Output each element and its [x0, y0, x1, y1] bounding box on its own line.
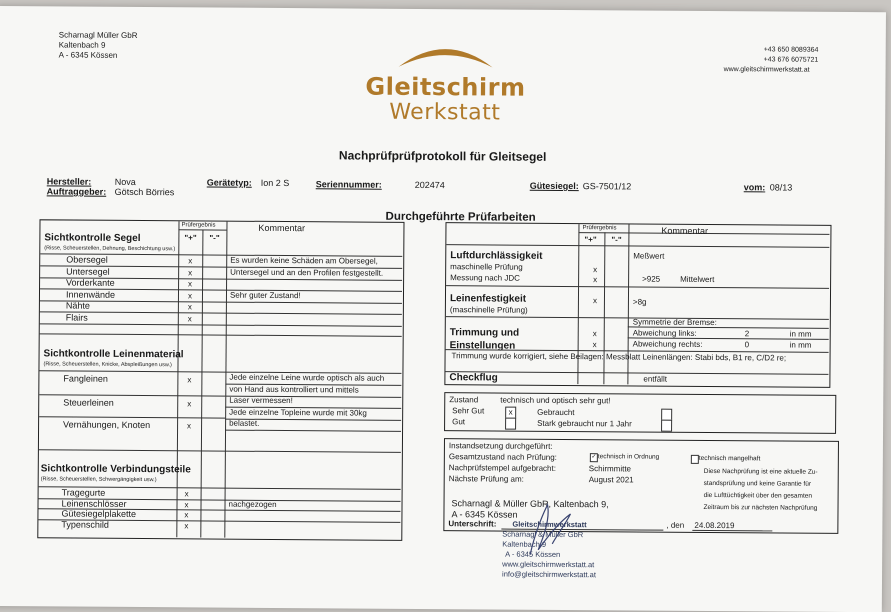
segel-row-label: Nähte: [65, 300, 90, 311]
den-label: , den: [666, 520, 685, 530]
luft-mark-2: x: [593, 275, 598, 285]
segel-row-label: Flairs: [65, 311, 88, 323]
segel-row-comment: Es wurden keine Schäden am Obersegel,: [230, 255, 378, 266]
stempel-value: Schirmmitte: [588, 464, 632, 474]
logo-line-1: Gleitschirm: [365, 72, 526, 102]
stark-gebraucht-label: Stark gebraucht nur 1 Jahr: [537, 418, 632, 429]
abweichung-links-label: Abweichung links:: [632, 328, 697, 338]
trimm-mark-2: x: [592, 340, 597, 350]
symmetrie-label: Symmetrie der Bremse:: [632, 317, 717, 328]
segel-row-mark: x: [188, 267, 193, 277]
trimm-title-1: Trimmung und: [449, 327, 520, 339]
segel-row-label: Vorderkante: [66, 277, 115, 288]
signature-date: 24.08.2019: [694, 520, 735, 531]
guetesiegel-label: Gütesiegel:: [529, 180, 579, 192]
zustand-label: Zustand: [449, 395, 479, 405]
hersteller-value: Nova: [114, 176, 136, 187]
gesamtzustand-label: Gesamtzustand nach Prüfung:: [448, 452, 557, 462]
luft-mark-1: x: [593, 265, 598, 275]
verbindung-row-mark: x: [184, 499, 189, 509]
verbindung-row-mark: x: [184, 520, 189, 530]
mangel-label: technisch mangelhaft: [698, 454, 761, 463]
leinen-comment-line: belastet.: [229, 418, 260, 428]
sehr-gut-checkbox[interactable]: x: [505, 407, 516, 419]
logo-line-2: Werkstatt: [389, 99, 501, 126]
verbindung-row-label: Gütesiegelplakette: [61, 508, 137, 519]
leinen-row-mark: x: [187, 375, 192, 385]
company-name: Scharnagl Müller GbR: [58, 30, 138, 40]
luft-comment-2: >925: [642, 274, 661, 284]
leinenfest-subtitle: (maschinelle Prüfung): [449, 305, 528, 315]
hersteller-label: Hersteller:: [46, 176, 92, 187]
notice-text: Diese Nachprüfung ist eine aktuelle Zu- standsprüfung und keine Garantie für die Lufttüchtigkeit über den gesamten Zeitraum bis zur nächsten Nachprüfung: [703, 467, 818, 512]
verbindung-row-label: Typenschild: [61, 518, 109, 530]
leinen-row-mark: x: [187, 421, 192, 431]
company-contact: [724, 45, 819, 76]
verbindung-row-label: Tragegurte: [61, 487, 106, 498]
logo-arc: [396, 39, 496, 72]
segel-row-comment: Untersegel und an den Profilen festgestellt.: [230, 267, 384, 278]
segel-row-comment: Sehr guter Zustand!: [229, 290, 301, 300]
abweichung-links-unit: in mm: [789, 329, 812, 339]
segel-row-label: Innenwände: [65, 288, 116, 300]
company-street: Kaltenbach 9: [58, 40, 106, 50]
vom-value: 08/13: [769, 182, 793, 193]
segel-row-mark: x: [187, 313, 192, 323]
segel-row-label: Untersegel: [66, 265, 110, 277]
zustand-text: technisch und optisch sehr gut!: [500, 395, 611, 406]
abweichung-links-value: 2: [744, 329, 750, 339]
verbindung-row-label: Leinenschlösser: [61, 497, 127, 509]
company-address: [59, 30, 138, 61]
verbindung-subtitle: (Risse, Scheuerstellen, Schwergängigkeit usw.): [40, 476, 157, 484]
kommentar-header: Kommentar: [258, 222, 306, 234]
segel-title: Sichtkontrolle Segel: [44, 232, 141, 245]
segel-row-mark: x: [188, 279, 193, 289]
geraetetyp-label: Gerätetyp:: [206, 177, 252, 188]
segel-row-mark: x: [187, 290, 193, 300]
unterschrift-label: Unterschrift:: [448, 519, 497, 529]
company-stamp: Gleitschirmwerkstatt Scharnagl & Müller GbR Kaltenbach 9 A - 6345 Kössen www.gleitschirmwerkstatt.at info@gleitschirmwerkstatt.at: [502, 519, 596, 580]
segel-subtitle: (Risse, Scheuerstellen, Dehnung, Beschichtung usw.): [44, 245, 176, 253]
abweichung-rechts-unit: in mm: [789, 340, 812, 350]
leinen-row-label: Steuerleinen: [63, 397, 114, 408]
ok-label: technisch in Ordnung: [597, 453, 660, 461]
verbindung-title: Sichtkontrolle Verbindungsteile: [40, 463, 191, 476]
luft-title: Luftdurchlässigkeit: [450, 250, 543, 262]
instand-title: Instandsetzung durchgeführt:: [448, 441, 553, 451]
right-kommentar-header: Kommentar: [661, 225, 709, 236]
geraetetyp-value: Ion 2 S: [260, 177, 290, 189]
segel-row-mark: x: [188, 256, 193, 266]
luft-comment-1: Meßwert: [633, 251, 665, 261]
trimm-title-2: Einstellungen: [449, 340, 516, 352]
leinen-row-label: Vernähungen, Knoten: [63, 419, 151, 431]
instand-address-1: Scharnagl & Müller GbR, Kaltenbach 9,: [451, 498, 609, 510]
company-city: A - 6345 Kössen: [58, 50, 118, 60]
leinenfest-mark: x: [592, 296, 597, 306]
phone-2: +43 676 6075721: [763, 56, 819, 64]
auftraggeber-label: Auftraggeber:: [46, 186, 107, 197]
abweichung-rechts-label: Abweichung rechts:: [632, 339, 703, 349]
minus-header: "-": [209, 233, 220, 243]
seriennummer-value: 202474: [414, 179, 445, 191]
checkflug-label: Checkflug: [449, 372, 498, 384]
stark-gebraucht-checkbox[interactable]: [661, 420, 672, 432]
document-title: Nachprüfprüfprotokoll für Gleitsegel: [338, 148, 547, 164]
abweichung-rechts-value: 0: [744, 340, 750, 350]
leinen-row-mark: x: [187, 399, 192, 409]
pruefergebnis-header: Prüfergebnis: [181, 222, 216, 229]
protocol-sheet: [0, 6, 886, 612]
leinen-title: Sichtkontrolle Leinenmaterial: [43, 348, 184, 361]
auftraggeber-value: Götsch Börries: [114, 186, 175, 198]
verbindung-row-mark: x: [184, 489, 189, 499]
vom-label: vom:: [743, 182, 766, 193]
phone-1: +43 650 8089364: [763, 46, 819, 54]
right-pruefergebnis-header: Prüfergebnis: [582, 225, 617, 232]
gut-checkbox[interactable]: [505, 418, 516, 430]
trimm-mark-1: x: [592, 329, 597, 339]
plus-header: "+": [184, 233, 197, 243]
luft-row-1: maschinelle Prüfung: [450, 262, 523, 272]
handwritten-signature: [512, 500, 582, 560]
mangel-checkbox[interactable]: [691, 455, 699, 464]
sehr-gut-label: Sehr Gut: [452, 406, 485, 416]
leinen-comment-line: Jede einzelne Leine wurde optisch als auch: [229, 372, 385, 383]
right-plus-header: "+": [584, 235, 597, 245]
luft-row-2: Messung nach JDC: [450, 273, 520, 283]
verbindung-row-comment: nachgezogen: [228, 499, 277, 509]
web-address: www.gleitschirmwerkstatt.at: [723, 66, 810, 74]
leinen-comment-line: Jede einzelne Topleine wurde mit 30kg: [229, 407, 367, 418]
gebraucht-label: Gebraucht: [537, 407, 575, 418]
instand-address-2: A - 6345 Kössen: [451, 509, 518, 520]
naechste-pruefung-value: August 2021: [588, 475, 634, 485]
verbindung-row-mark: x: [184, 510, 189, 520]
ok-checkbox[interactable]: ✓: [590, 453, 598, 462]
guetesiegel-value: GS-7501/12: [582, 181, 632, 192]
leinenfest-comment: >8g: [632, 297, 647, 307]
luft-comment-3: Mittelwert: [680, 274, 715, 285]
checkflug-comment: entfällt: [643, 374, 668, 384]
trimm-note: Trimmung wurde korrigiert, siehe Beilagen: Messblatt Leinenlängen: Stabi bds, B1 re, C/D2 re;: [451, 351, 787, 363]
gut-label: Gut: [452, 417, 466, 427]
naechste-pruefung-label: Nächste Prüfung am:: [448, 474, 524, 484]
leinen-comment-line: von Hand aus kontrolliert und mittels: [229, 384, 359, 395]
leinen-subtitle: (Risse, Scheuerstellen, Knicke, Abspleißungen usw.): [43, 361, 172, 369]
stempel-label: Nachprüfstempel aufgebracht:: [448, 463, 556, 473]
seriennummer-label: Seriennummer:: [315, 179, 382, 190]
leinen-row-label: Fangleinen: [63, 373, 108, 384]
leinenfest-title: Leinenfestigkeit: [449, 293, 527, 305]
segel-row-mark: x: [187, 302, 192, 312]
right-minus-header: "-": [611, 235, 622, 245]
section-title: Durchgeführte Prüfarbeiten: [385, 210, 536, 224]
segel-row-label: Obersegel: [66, 254, 108, 265]
leinen-comment-line: Laser vermessen!: [229, 395, 293, 406]
